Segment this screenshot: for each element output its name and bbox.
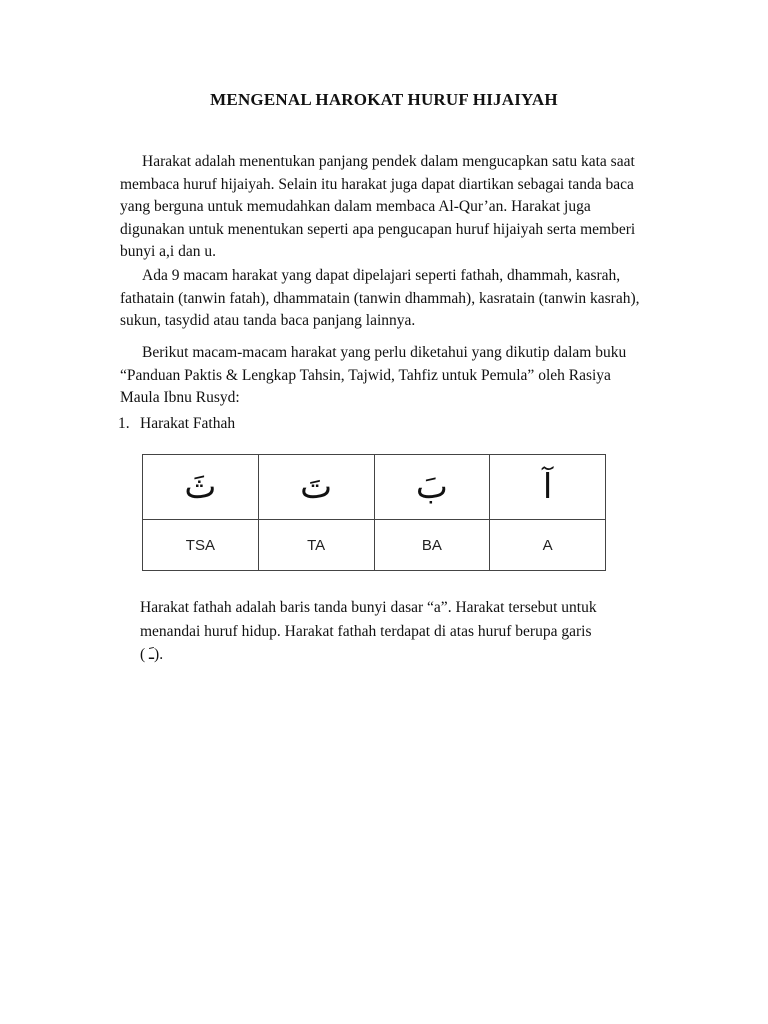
- fathah-mark: ـَ: [149, 644, 155, 664]
- fathah-letter-table: [142, 454, 606, 571]
- list-item-harakat-fathah: [118, 413, 235, 435]
- latin-letter-cell: A: [490, 520, 606, 571]
- document-title: MENGENAL HAROKAT HURUF HIJAIYAH: [210, 90, 558, 109]
- paragraph-source-citation: Berikut macam-macam harakat yang perlu diketahui yang dikutip dalam buku “Panduan Paktis & Lengkap Tahsin, Tajwid, Tahfiz untuk Pemula” oleh Rasiya Maula Ibnu Rusyd:: [120, 344, 627, 406]
- paragraph-harakat-definition: Harakat adalah menentukan panjang pendek dalam mengucapkan satu kata saat membaca huruf hijaiyah. Selain itu harakat juga dapat diartikan sebagai tanda baca yang berguna untuk memudahkan dalam membaca Al-Qur’an. Harakat juga digunakan untuk menentukan seperti apa pengucapan huruf hijaiyah serta memberi bunyi a,i dan u.: [120, 153, 636, 260]
- arabic-letter-cell: آ: [490, 455, 606, 520]
- list-number: 1.: [118, 415, 130, 432]
- fathah-description-text: Harakat fathah adalah baris tanda bunyi dasar “a”. Harakat tersebut untuk menandai huruf hidup. Harakat fathah terdapat di atas huruf berupa garis: [140, 599, 597, 640]
- description-close-paren: ).: [154, 646, 164, 663]
- arabic-letter-cell: ثَ: [143, 455, 259, 520]
- latin-letter-cell: TSA: [143, 520, 259, 571]
- table-row-latin: [143, 520, 606, 571]
- paragraph-harakat-types: Ada 9 macam harakat yang dapat dipelajari seperti fathah, dhammah, kasrah, fathatain (tanwin fatah), dhammatain (tanwin dhammah), kasratain (tanwin kasrah), sukun, tasydid atau tanda baca panjang lainnya.: [120, 267, 640, 329]
- list-heading: Harakat Fathah: [140, 415, 236, 432]
- fathah-description: [140, 596, 660, 667]
- description-open-paren: (: [140, 646, 146, 663]
- latin-letter-cell: BA: [374, 520, 490, 571]
- latin-letter-cell: TA: [258, 520, 374, 571]
- arabic-letter-cell: تَ: [258, 455, 374, 520]
- table-row-arabic: [143, 455, 606, 520]
- arabic-letter-cell: بَ: [374, 455, 490, 520]
